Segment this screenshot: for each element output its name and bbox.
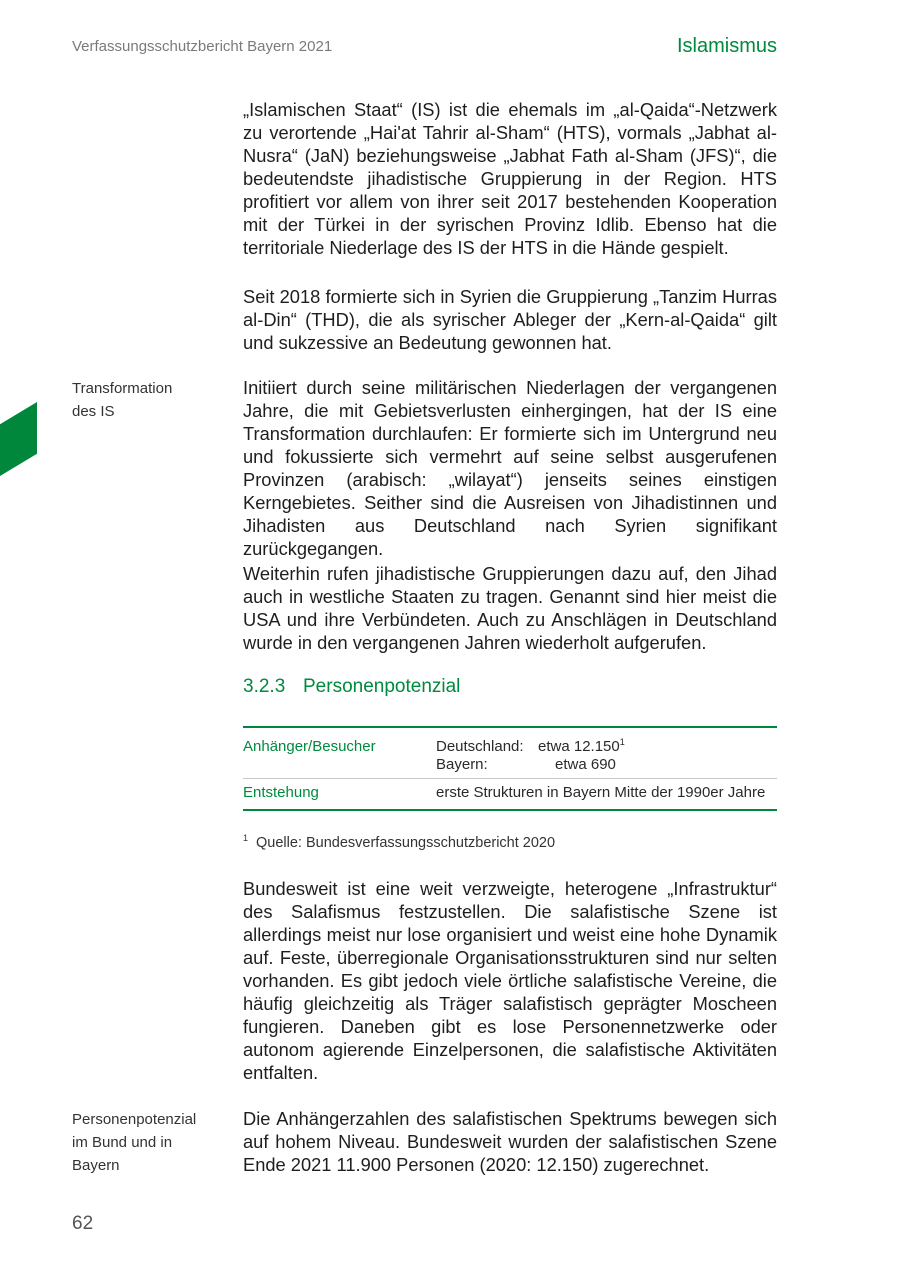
section-title: Personenpotenzial [303,676,461,697]
paragraph-anhaengerzahlen: Die Anhängerzahlen des salafistischen Spektrums bewegen sich auf hohem Niveau. Bundesweit wurden der salafistischen Szene Ende 2021 11.900 Personen (2020: 12.150) zugerechnet. [243,1108,777,1175]
margin-note-line: Personenpotenzial [72,1111,197,1128]
text-block-3 [243,376,777,560]
personenpotenzial-table [243,726,777,811]
value-entstehung: erste Strukturen in Bayern Mitte der 1990er Jahre [436,784,766,801]
label-bayern: Bayern: [436,756,488,773]
label-deutschland: Deutschland: [436,738,524,755]
running-header-section: Islamismus [676,35,777,57]
value-deutschland [538,738,625,755]
footnote-reference: 1 [619,737,625,747]
row-label-entstehung: Entstehung [243,784,319,801]
paragraph-hts: „Islamischen Staat“ (IS) ist die ehemals im „al-Qaida“-Netzwerk zu verortende „Hai'at Tahrir al-Sham“ (HTS), vormals „Jabhat al-Nusra“ (JaN) beziehungsweise „Jabhat Fath al-Sham (JFS)“, die bedeutendste jihadistische Gruppierung in der Region. HTS profitiert vor allem von ihrer seit 2017 bestehenden Kooperation mit der Türkei in der syrischen Provinz Idlib. Ebenso hat die territoriale Niederlage des IS der HTS in die Hände gespielt. [243,99,777,258]
footnote-mark: 1 [243,833,249,843]
text-block-2 [243,285,777,354]
table-row [243,779,777,809]
margin-note-personenpotenzial [72,1108,196,1177]
paragraph-thd: Seit 2018 formierte sich in Syrien die Gruppierung „Tanzim Hurras al-Din“ (THD), die als syrischer Ableger der „Kern-al-Qaida“ gilt und sukzessive an Bedeutung gewonnen hat. [243,286,777,353]
footnote-text: Quelle: Bundesverfassungsschutzbericht 2020 [256,834,556,851]
paragraph-jihad-calls: Weiterhin rufen jihadistische Gruppierungen dazu auf, den Jihad auch in westliche Staaten zu tragen. Genannt sind hier meist die USA und ihre Verbündeten. Auch zu Anschlägen in Deutschland wurde in den vergangenen Jahren wiederholt aufgerufen. [243,563,777,653]
section-heading [243,676,460,698]
text-block-5 [243,877,777,1084]
text-block-4 [243,562,777,654]
row-label-anhaenger: Anhänger/Besucher [243,738,376,755]
footnote [243,833,555,851]
margin-note-transformation [72,377,172,423]
margin-note-line: Transformation [72,380,173,397]
value-bayern: etwa 690 [555,756,616,773]
text-block-1 [243,98,777,259]
running-header-title: Verfassungsschutzbericht Bayern 2021 [72,38,333,55]
margin-note-line: Bayern [72,1157,120,1174]
section-number: 3.2.3 [243,676,286,697]
margin-note-line: des IS [72,403,115,420]
margin-note-line: im Bund und in [72,1134,173,1151]
value-deutschland-text: etwa 12.150 [538,738,620,755]
chapter-tab-marker [0,402,37,476]
page-number: 62 [72,1213,94,1234]
table-row [243,728,777,779]
text-block-6 [243,1107,777,1176]
paragraph-infrastruktur: Bundesweit ist eine weit verzweigte, heterogene „Infrastruktur“ des Salafismus festzustellen. Die salafistische Szene ist allerdings meist nur lose organisiert und weist eine hohe Dynamik auf. Feste, überregionale Organisationsstrukturen sind nur selten vorhanden. Es gibt jedoch viele örtliche salafistische Vereine, die häufig gleichzeitig als Träger salafistisch geprägter Moscheen fungieren. Daneben gibt es lose Personennetzwerke oder autonom agierende Einzelpersonen, die salafistische Aktivitäten entfalten. [243,878,777,1083]
paragraph-transformation: Initiiert durch seine militärischen Niederlagen der vergangenen Jahre, die mit Gebietsverlusten einhergingen, hat der IS eine Transformation durchlaufen: Er formierte sich im Untergrund neu und fokussierte sich vermehrt auf seine selbst ausgerufenen Provinzen (arabisch: „wilayat“) jenseits seines einstigen Kerngebietes. Seither sind die Ausreisen von Jihadistinnen und Jihadisten aus Deutschland nach Syrien signifikant zurückgegangen. [243,377,777,559]
